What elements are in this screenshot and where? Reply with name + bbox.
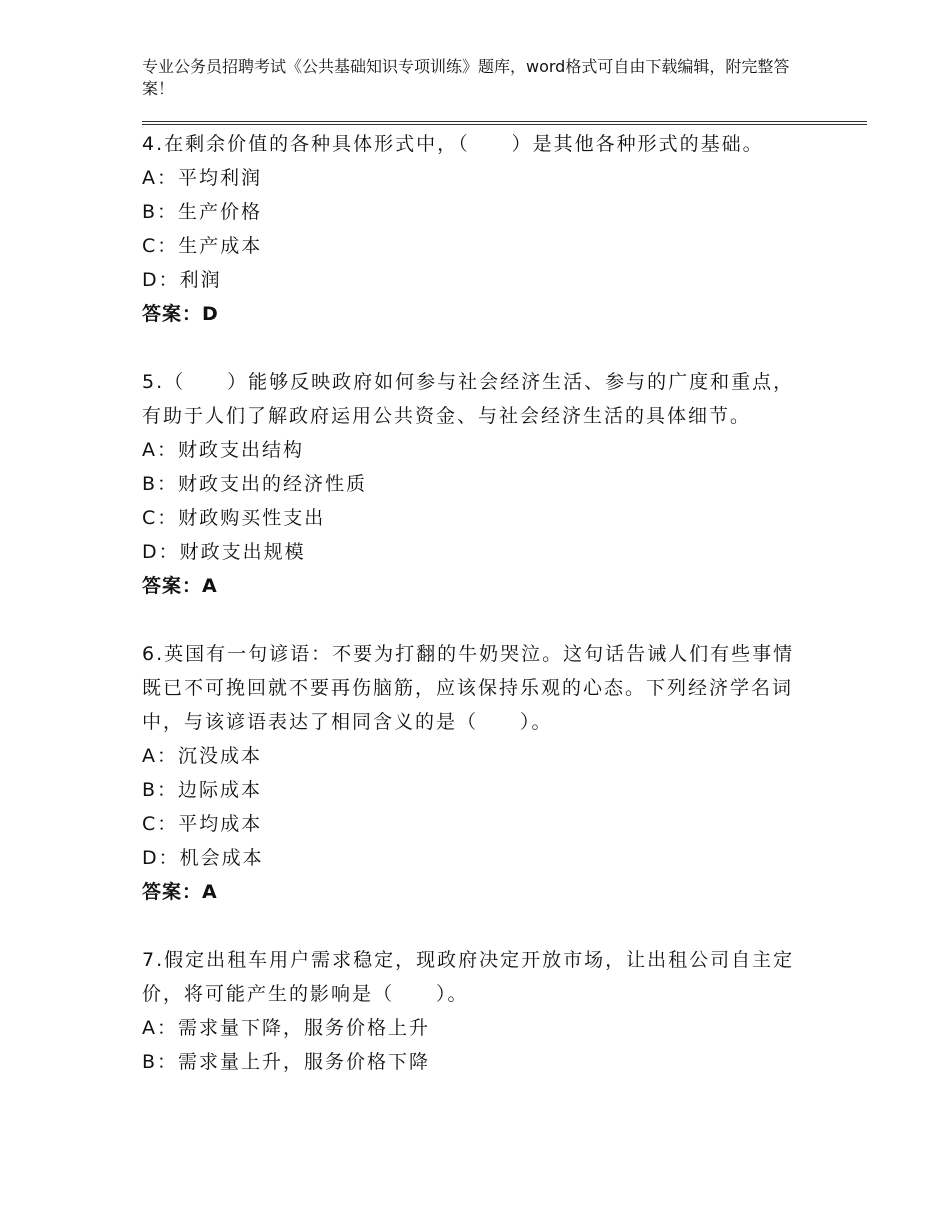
question-text: 7.假定出租车用户需求稳定，现政府决定开放市场，让出租公司自主定价，将可能产生的影响是（ ）。: [142, 949, 795, 1005]
answer: 答案：A: [142, 881, 218, 903]
option-a: A：需求量下降，服务价格上升: [142, 1017, 430, 1039]
header-divider: [142, 121, 867, 125]
answer: 答案：D: [142, 303, 219, 325]
question-6: [142, 637, 802, 909]
question-text: 6.英国有一句谚语：不要为打翻的牛奶哭泣。这句话告诫人们有些事情既已不可挽回就不要再伤脑筋，应该保持乐观的心态。下列经济学名词中，与该谚语表达了相同含义的是（ ）。: [142, 643, 795, 733]
option-b: B：边际成本: [142, 779, 263, 801]
question-7: [142, 943, 802, 1079]
question-text: 5.（ ）能够反映政府如何参与社会经济生活、参与的广度和重点，有助于人们了解政府运用公共资金、与社会经济生活的具体细节。: [142, 371, 795, 427]
option-d: D：财政支出规模: [142, 541, 306, 563]
question-5: [142, 365, 802, 603]
question-text: 4.在剩余价值的各种具体形式中，（ ）是其他各种形式的基础。: [142, 133, 764, 155]
option-a: A：沉没成本: [142, 745, 262, 767]
option-c: C：生产成本: [142, 235, 263, 257]
option-b: B：生产价格: [142, 201, 263, 223]
document-header: 专业公务员招聘考试《公共基础知识专项训练》题库，word格式可自由下载编辑，附完整答案！: [142, 57, 790, 98]
answer: 答案：A: [142, 575, 218, 597]
option-b: B：财政支出的经济性质: [142, 473, 368, 495]
option-c: C：财政购买性支出: [142, 507, 326, 529]
option-a: A：平均利润: [142, 167, 262, 189]
option-b: B：需求量上升，服务价格下降: [142, 1051, 431, 1073]
option-d: D：利润: [142, 269, 222, 291]
option-a: A：财政支出结构: [142, 439, 304, 461]
question-4: [142, 127, 802, 331]
question-list: [142, 127, 802, 1079]
option-c: C：平均成本: [142, 813, 263, 835]
option-d: D：机会成本: [142, 847, 264, 869]
